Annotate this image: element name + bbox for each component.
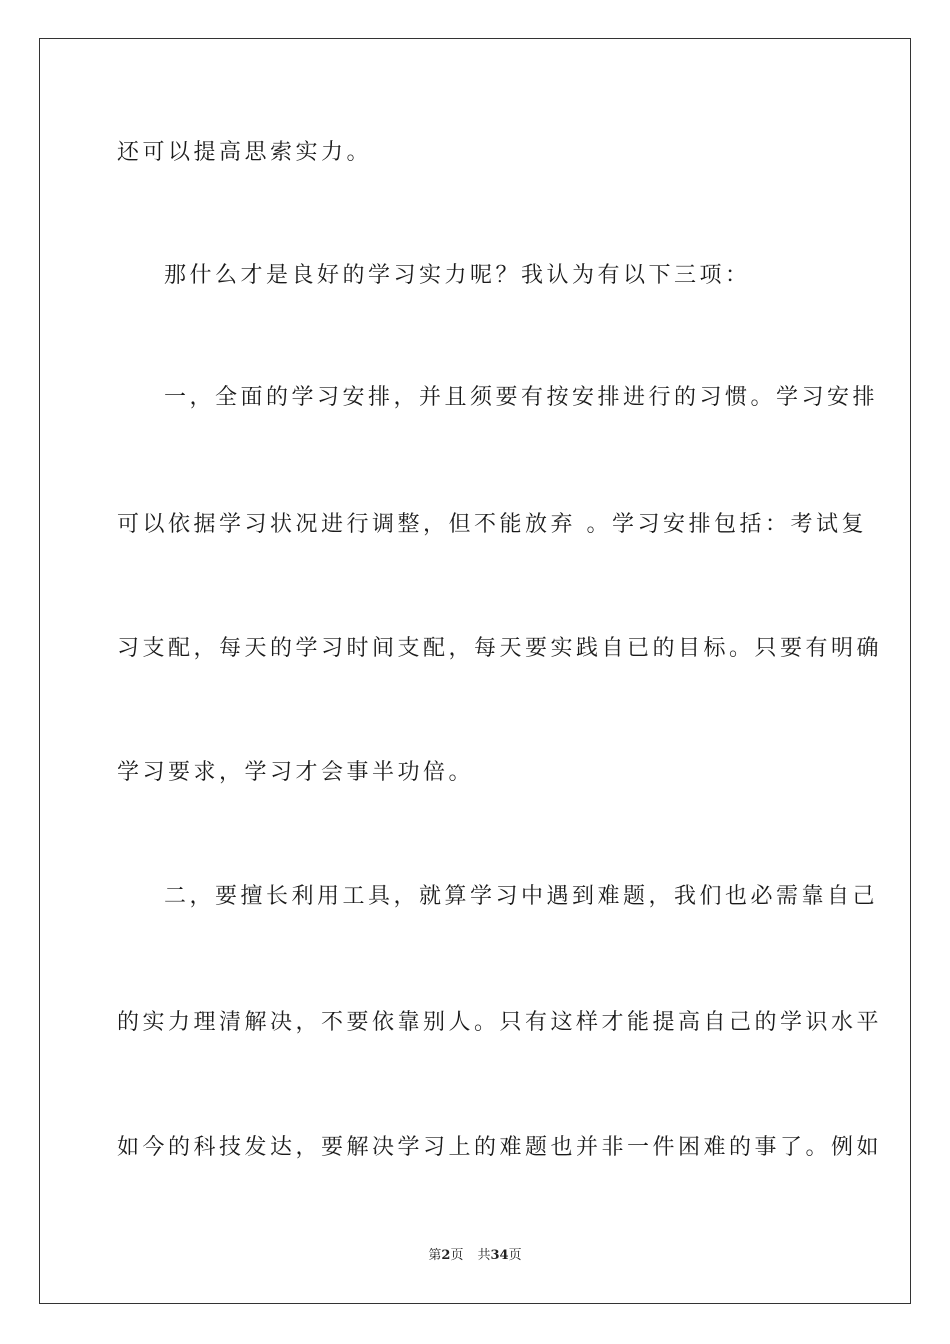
page-border xyxy=(39,38,911,1304)
body-text-line: 习支配，每天的学习时间支配，每天要实践自已的目标。只要有明确 xyxy=(117,636,883,661)
body-text-line: 的实力理清解决，不要依靠别人。只有这样才能提高自己的学识水平 xyxy=(117,1010,883,1035)
body-text-line: 可以依据学习状况进行调整，但不能放弃 。学习安排包括：考试复 xyxy=(117,512,867,537)
total-prefix: 共 xyxy=(477,1248,491,1263)
body-text-line: 二，要擅长利用工具，就算学习中遇到难题，我们也必需靠自己 xyxy=(164,884,879,909)
body-text-line: 那什么才是良好的学习实力呢？我认为有以下三项： xyxy=(164,263,751,288)
page-number: 2 xyxy=(441,1248,451,1263)
total-suffix: 页 xyxy=(508,1248,522,1263)
body-text-line: 一，全面的学习安排，并且须要有按安排进行的习惯。学习安排 xyxy=(164,385,879,410)
page-suffix: 页 xyxy=(450,1248,464,1263)
total-pages: 34 xyxy=(490,1248,509,1263)
page-footer xyxy=(0,1247,950,1265)
body-text-line: 如今的科技发达，要解决学习上的难题也并非一件困难的事了。例如 xyxy=(117,1135,883,1160)
body-text-line: 还可以提高思索实力。 xyxy=(117,140,373,165)
body-text-line: 学习要求，学习才会事半功倍。 xyxy=(117,760,475,785)
page-prefix: 第 xyxy=(428,1248,442,1263)
